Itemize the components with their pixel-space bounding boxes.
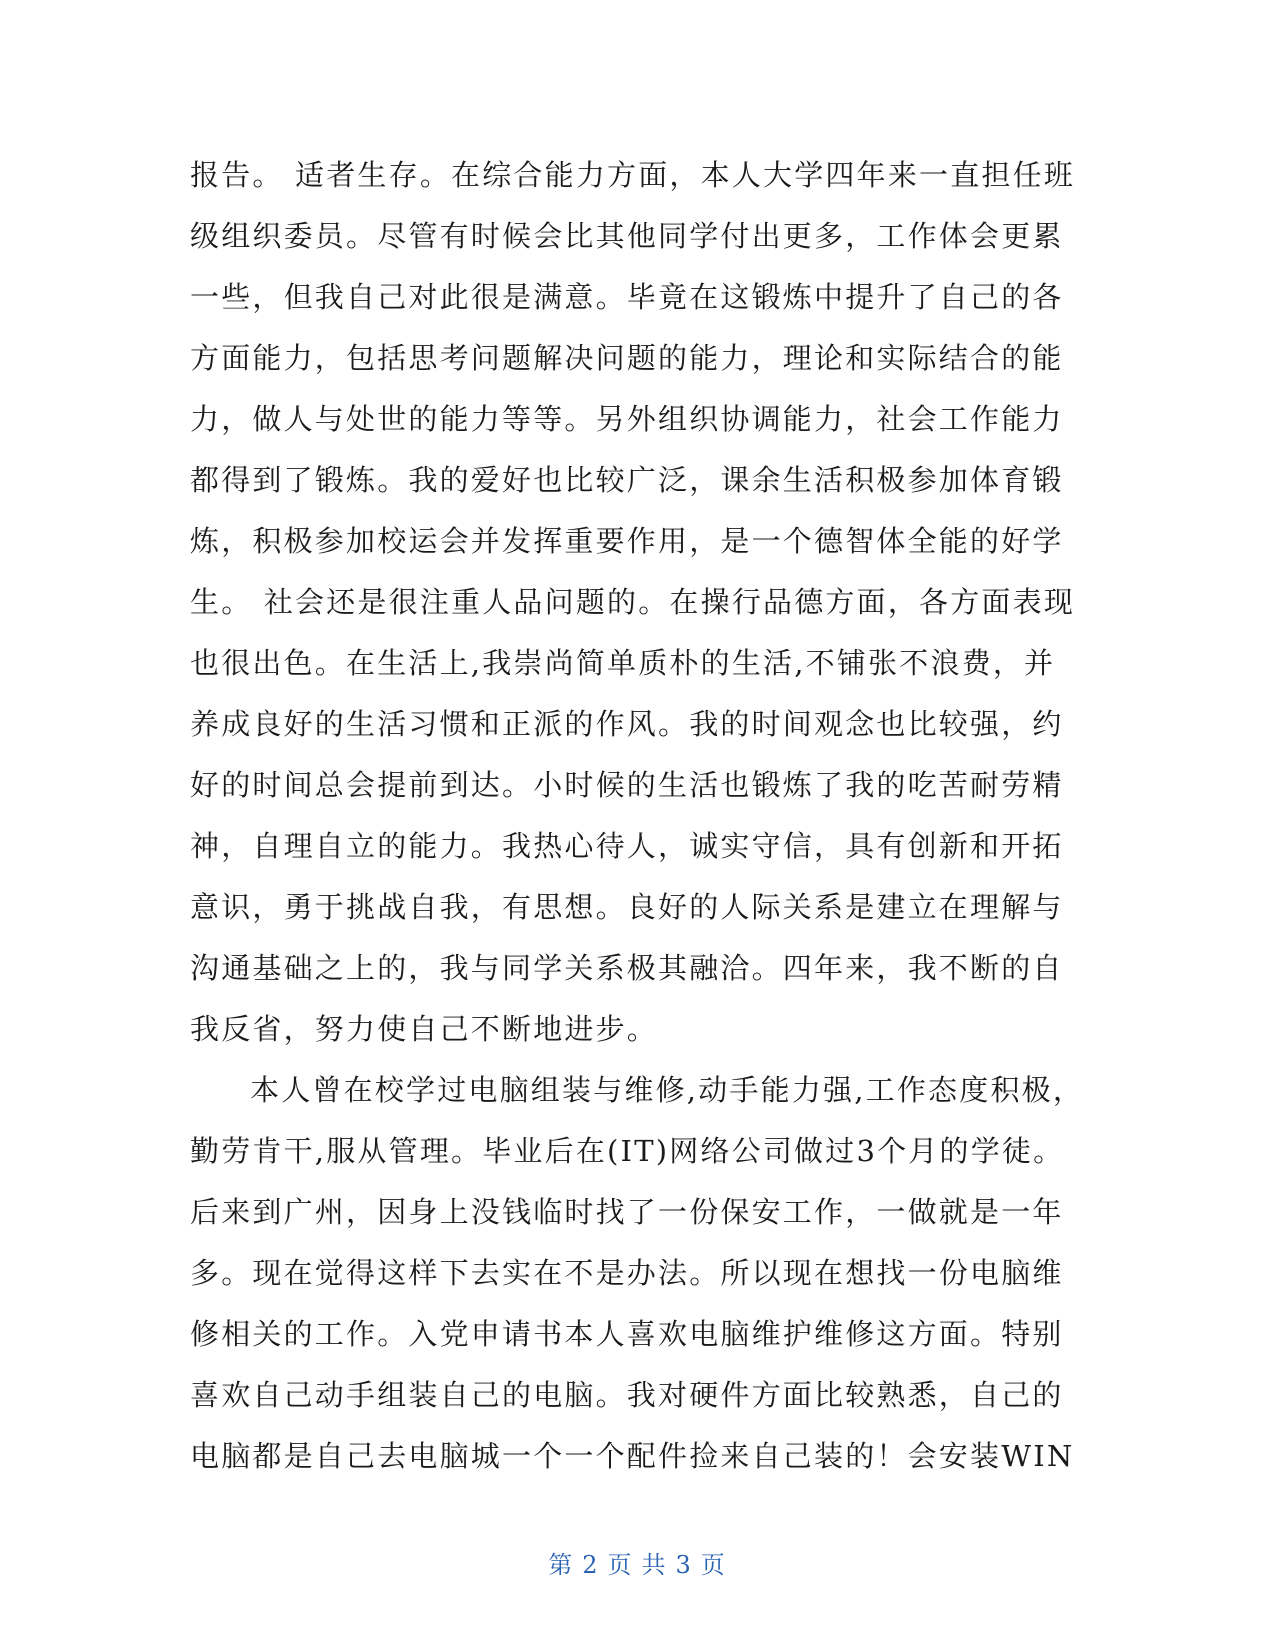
total-pages-number: 3 xyxy=(675,1551,693,1579)
text-line: 炼，积极参加校运会并发挥重要作用，是一个德智体全能的好学 xyxy=(190,524,1064,558)
text-line: 方面能力，包括思考问题解决问题的能力，理论和实际结合的能 xyxy=(190,341,1064,375)
text-line: 一些，但我自己对此很是满意。毕竟在这锻炼中提升了自己的各 xyxy=(190,280,1064,314)
text-line: 电脑都是自己去电脑城一个一个配件捡来自己装的！会安装WIN xyxy=(190,1439,1075,1473)
text-line: 喜欢自己动手组装自己的电脑。我对硬件方面比较熟悉，自己的 xyxy=(190,1378,1064,1412)
text-line: 都得到了锻炼。我的爱好也比较广泛，课余生活积极参加体育锻 xyxy=(190,463,1064,497)
text-line: 我反省，努力使自己不断地进步。 xyxy=(190,1012,659,1046)
paragraph-2 xyxy=(190,1060,1085,1487)
current-page-number: 2 xyxy=(582,1551,600,1579)
text-line: 意识，勇于挑战自我，有思想。良好的人际关系是建立在理解与 xyxy=(190,890,1064,924)
footer-label-page: 第 xyxy=(548,1551,575,1579)
text-line: 也很出色。在生活上,我崇尚简单质朴的生活,不铺张不浪费，并 xyxy=(190,646,1056,680)
text-line: 力，做人与处世的能力等等。另外组织协调能力，社会工作能力 xyxy=(190,402,1064,436)
text-line: 本人曾在校学过电脑组装与维修,动手能力强,工作态度积极， xyxy=(250,1073,1085,1107)
text-line: 生。 社会还是很注重人品问题的。在操行品德方面，各方面表现 xyxy=(190,585,1076,619)
text-line: 神，自理自立的能力。我热心待人，诚实守信，具有创新和开拓 xyxy=(190,829,1064,863)
text-line: 报告。 适者生存。在综合能力方面，本人大学四年来一直担任班 xyxy=(190,158,1076,192)
text-line: 沟通基础之上的，我与同学关系极其融洽。四年来，我不断的自 xyxy=(190,951,1064,985)
footer-label-ye: 页 xyxy=(700,1551,727,1579)
text-line: 好的时间总会提前到达。小时候的生活也锻炼了我的吃苦耐劳精 xyxy=(190,768,1064,802)
paragraph-1 xyxy=(190,145,1085,1060)
text-line: 后来到广州，因身上没钱临时找了一份保安工作，一做就是一年 xyxy=(190,1195,1064,1229)
text-line: 养成良好的生活习惯和正派的作风。我的时间观念也比较强，约 xyxy=(190,707,1064,741)
text-line: 级组织委员。尽管有时候会比其他同学付出更多，工作体会更累 xyxy=(190,219,1064,253)
text-line: 勤劳肯干,服从管理。毕业后在(IT)网络公司做过3个月的学徒。 xyxy=(190,1134,1065,1168)
text-line: 多。现在觉得这样下去实在不是办法。所以现在想找一份电脑维 xyxy=(190,1256,1064,1290)
footer-label-total: 共 xyxy=(641,1551,668,1579)
footer-label-ye: 页 xyxy=(607,1551,634,1579)
page-footer xyxy=(0,1545,1275,1580)
document-body xyxy=(190,145,1085,1487)
text-line: 修相关的工作。入党申请书本人喜欢电脑维护维修这方面。特别 xyxy=(190,1317,1064,1351)
